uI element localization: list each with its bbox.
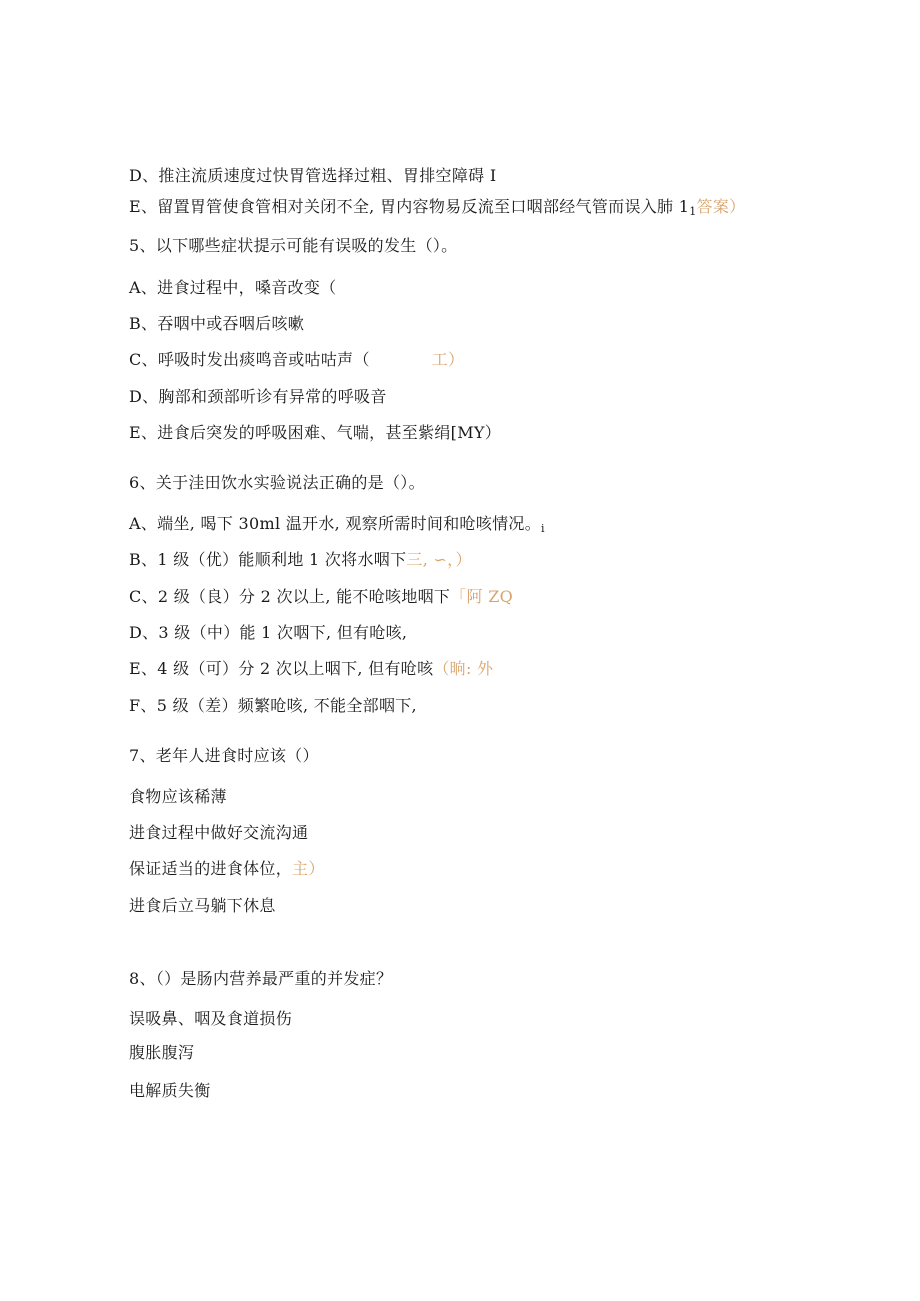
q8-option-2-text: 腹胀腹泻 (129, 1043, 195, 1062)
q7-option-3 (129, 859, 325, 879)
q7-option-1 (129, 787, 227, 807)
q5-option-e-text: E、进食后突发的呼吸困难、气喘，甚至紫绢[MY） (129, 423, 502, 442)
q4-option-e (129, 197, 745, 222)
q6-stem: 6、关于洼田饮水实验说法正确的是（）。 (129, 473, 425, 492)
q7-option-2-text: 进食过程中做好交流沟通 (129, 823, 309, 842)
q7-option-2 (129, 823, 308, 843)
q8-option-3 (129, 1081, 211, 1101)
q6-option-f-text: F、5 级（差）频繁呛咳, 不能全部咽下, (129, 696, 417, 715)
q8-option-2 (129, 1043, 194, 1063)
q7-option-4-text: 进食后立马躺下休息 (129, 896, 276, 915)
q8-option-1 (129, 1009, 292, 1029)
q7-option-3-text: 保证适当的进食体位， (129, 859, 293, 878)
q5-option-b-text: B、吞咽中或吞咽后咳嗽 (129, 314, 305, 333)
q7-option-3-mark: 主） (292, 859, 325, 878)
q6-option-e-text: E、4 级（可）分 2 次以上咽下, 但有呛咳 (129, 659, 434, 678)
q6-option-a (129, 514, 545, 539)
q6-option-f (129, 696, 417, 716)
q5-option-c-text: C、呼吸时发出痰鸣音或咕咕声（ (129, 350, 370, 369)
q5-option-d (129, 387, 387, 407)
q6-option-b (129, 550, 472, 570)
q6-option-a-mark: i (541, 522, 545, 535)
q5-option-c-mark: 工） (431, 350, 465, 369)
q7-option-1-text: 食物应该稀薄 (129, 787, 227, 806)
q4-option-d-text: D、推注流质速度过快胃管选择过粗、胃排空障碍 I (129, 166, 497, 185)
q8-stem: 8、（）是肠内营养最严重的并发症？ (129, 969, 393, 988)
q8-option-3-text: 电解质失衡 (129, 1081, 211, 1100)
q4-option-e-answer-mark: 答案） (696, 197, 746, 216)
q7-option-4 (129, 896, 276, 916)
q6-option-b-text: B、1 级（优）能顺利地 1 次将水咽下 (129, 550, 407, 569)
q5-option-a-text: A、进食过程中，嗓音改变（ (129, 278, 337, 297)
q6-option-a-text: A、端坐, 喝下 30ml 温开水, 观察所需时间和呛咳情况。 (129, 514, 542, 533)
q5-stem: 5、以下哪些症状提示可能有误吸的发生（）。 (129, 236, 458, 255)
q6-option-c-text: C、2 级（良）分 2 次以上, 能不呛咳地咽下 (129, 587, 451, 606)
q6-option-c-mark: 「阿 ZQ (450, 587, 514, 606)
q6-option-b-mark: 三, ∽，） (406, 550, 472, 569)
q5-option-c (129, 350, 464, 370)
q6-option-d-text: D、3 级（中）能 1 次咽下, 但有呛咳, (129, 623, 408, 642)
q5-option-d-text: D、胸部和颈部听诊有异常的呼吸音 (129, 387, 387, 406)
q4-option-e-subscript: 1 (689, 205, 697, 218)
q5-option-a (129, 278, 336, 298)
q7-stem: 7、老年人进食时应该（） (129, 746, 319, 765)
q6-option-e (129, 659, 493, 679)
q6-option-d (129, 623, 407, 643)
q6-option-e-mark: （晌: 外 (433, 659, 494, 678)
q5-option-b (129, 314, 304, 334)
q4-option-d (129, 166, 496, 186)
q4-option-e-text: E、留置胃管使食管相对关闭不全, 胃内容物易反流至口咽部经气管而误入肺 1 (129, 197, 690, 216)
q8-option-1-text: 误吸鼻、咽及食道损伤 (129, 1009, 293, 1028)
q5-option-e (129, 423, 501, 443)
q6-option-c (129, 587, 513, 607)
